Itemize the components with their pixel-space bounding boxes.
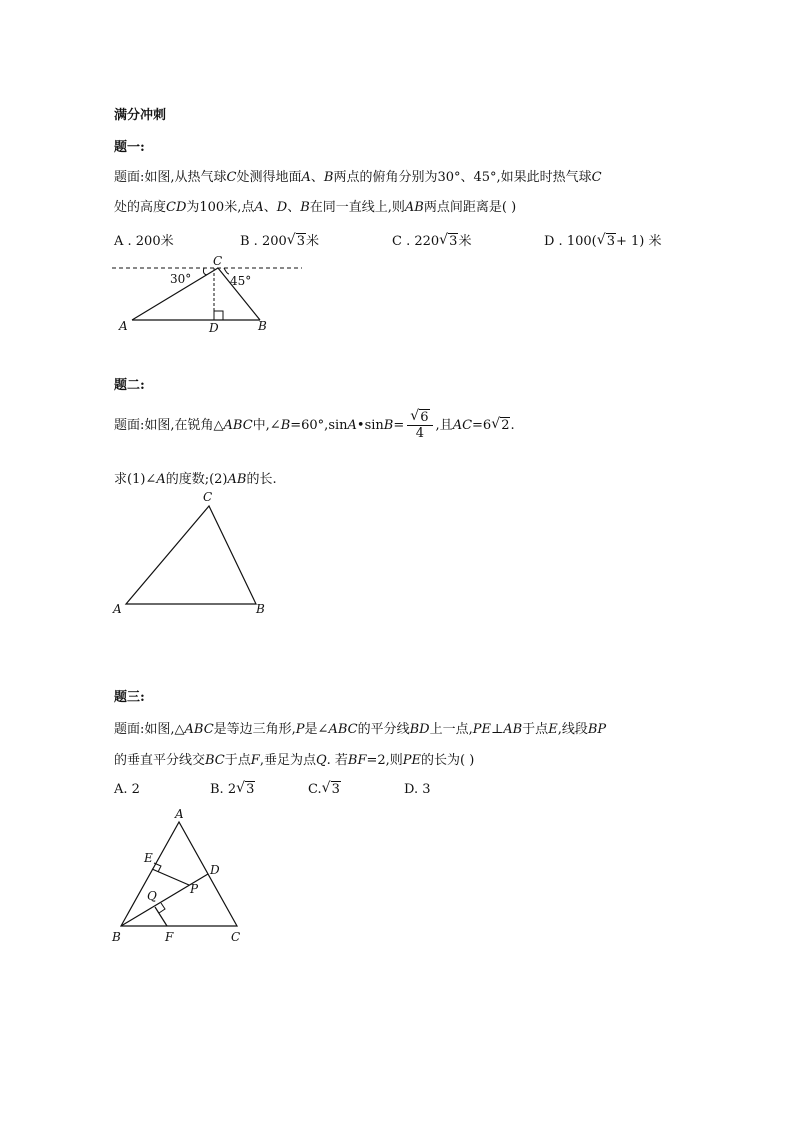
q3-label-p: P bbox=[190, 882, 199, 896]
q3-option-b: B. 2 √ 3 bbox=[210, 780, 255, 797]
q1-title: 题一: bbox=[114, 140, 145, 155]
q1-option-c: C . 220 √ 3米 bbox=[392, 232, 472, 249]
q2-stem: 题面:如图,在锐角△ABC中,∠B=60°,sinA•sinB= √ 6 4 ,且AC=6 √ 2. bbox=[114, 408, 515, 441]
q3-title: 题三: bbox=[114, 690, 145, 705]
q3-segment-pe bbox=[152, 869, 189, 885]
q3-stem-line1: 题面:如图,△ABC是等边三角形,P是∠ABC的平分线BD上一点,PE⊥AB于点E,线段BP bbox=[114, 722, 607, 737]
q3-option-a: A. 2 bbox=[114, 782, 140, 797]
q2-label-a: A bbox=[113, 602, 122, 616]
q1-option-d: D . 100( √ 3+ 1) 米 bbox=[544, 232, 662, 249]
q2-ask: 求(1)∠A的度数;(2)AB的长. bbox=[114, 472, 277, 487]
q3-label-f: F bbox=[165, 930, 174, 944]
q2-triangle-abc bbox=[126, 506, 256, 604]
q1-label-d: D bbox=[209, 321, 219, 335]
q1-figure bbox=[110, 252, 310, 336]
q2-title: 题二: bbox=[114, 378, 145, 393]
q3-option-c: C. √ 3 bbox=[308, 780, 340, 797]
q3-stem-line2: 的垂直平分线交BC于点F,垂足为点Q. 若BF=2,则PE的长为( ) bbox=[114, 753, 475, 768]
q1-angle-arc-30 bbox=[203, 268, 207, 275]
q3-label-b: B bbox=[112, 930, 121, 944]
q3-option-d: D. 3 bbox=[404, 782, 431, 797]
q1-option-a: A . 200米 bbox=[114, 234, 174, 249]
q1-angle-arc-45 bbox=[224, 268, 229, 274]
q3-label-a: A bbox=[175, 807, 184, 821]
q2-label-b: B bbox=[256, 602, 265, 616]
q1-right-angle-mark bbox=[214, 311, 223, 320]
q1-stem-line1: 题面:如图,从热气球C处测得地面A、B两点的俯角分别为30°、45°,如果此时热气球C bbox=[114, 170, 602, 185]
q2-figure bbox=[108, 486, 278, 618]
section-heading: 满分冲刺 bbox=[114, 108, 167, 123]
q1-label-c: C bbox=[213, 254, 223, 268]
q1-label-a: A bbox=[119, 319, 128, 333]
q2-label-c: C bbox=[203, 490, 213, 504]
q1-label-30: 30° bbox=[170, 272, 192, 286]
q1-label-b: B bbox=[258, 319, 267, 333]
q3-right-angle-q bbox=[159, 903, 165, 913]
q3-segment-qf bbox=[155, 907, 167, 926]
q3-figure bbox=[106, 806, 256, 948]
q1-stem-line2: 处的高度CD为100米,点A、D、B在同一直线上,则AB两点间距离是( ) bbox=[114, 200, 517, 215]
q3-label-q: Q bbox=[147, 889, 157, 903]
q1-label-45: 45° bbox=[230, 274, 252, 288]
q3-label-e: E bbox=[144, 851, 153, 865]
q1-option-b: B . 200 √ 3米 bbox=[240, 232, 320, 249]
q3-label-d: D bbox=[210, 863, 220, 877]
q3-label-c: C bbox=[231, 930, 241, 944]
